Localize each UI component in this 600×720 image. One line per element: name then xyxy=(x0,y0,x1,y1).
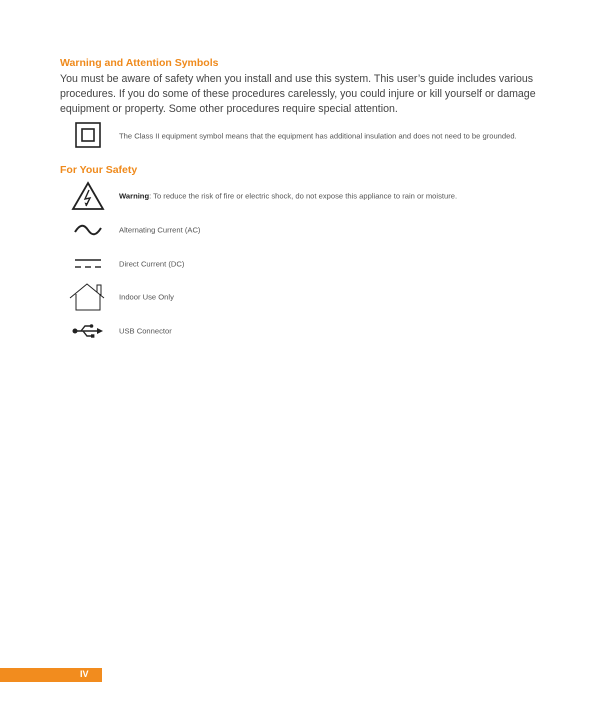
indoor-house-icon xyxy=(60,282,115,312)
electric-shock-warning-icon xyxy=(60,181,115,211)
indoor-description: Indoor Use Only xyxy=(119,292,174,302)
class2-description: The Class II equipment symbol means that the equipment has additional insulation and does not need to be grounded. xyxy=(119,131,517,141)
warning-symbols-heading: Warning and Attention Symbols xyxy=(60,57,219,69)
class2-row xyxy=(60,120,560,152)
dc-description: Direct Current (DC) xyxy=(119,259,185,269)
page-number: IV xyxy=(80,669,89,679)
alternating-current-icon xyxy=(60,215,115,245)
warning-text: : To reduce the risk of fire or electric shock, do not expose this appliance to rain or moisture. xyxy=(149,191,458,201)
symbol-row-indoor xyxy=(60,282,560,312)
safety-heading: For Your Safety xyxy=(60,164,138,176)
intro-paragraph: You must be aware of safety when you install and use this system. This user’s guide includes various procedures. If you do some of these procedures carelessly, you could injure or kill yourself or damage equipment or property. Some other procedures require special attention. xyxy=(60,73,536,115)
ac-description: Alternating Current (AC) xyxy=(119,225,201,235)
usb-icon xyxy=(60,316,115,346)
direct-current-icon xyxy=(60,249,115,279)
double-square-icon xyxy=(60,120,115,150)
symbol-row-warning xyxy=(60,181,560,211)
symbol-row-usb xyxy=(60,316,560,346)
warning-label: Warning xyxy=(119,191,150,201)
usb-description: USB Connector xyxy=(119,326,172,336)
warning-description xyxy=(119,191,539,202)
symbol-row-dc xyxy=(60,249,560,279)
symbol-row-ac xyxy=(60,215,560,245)
